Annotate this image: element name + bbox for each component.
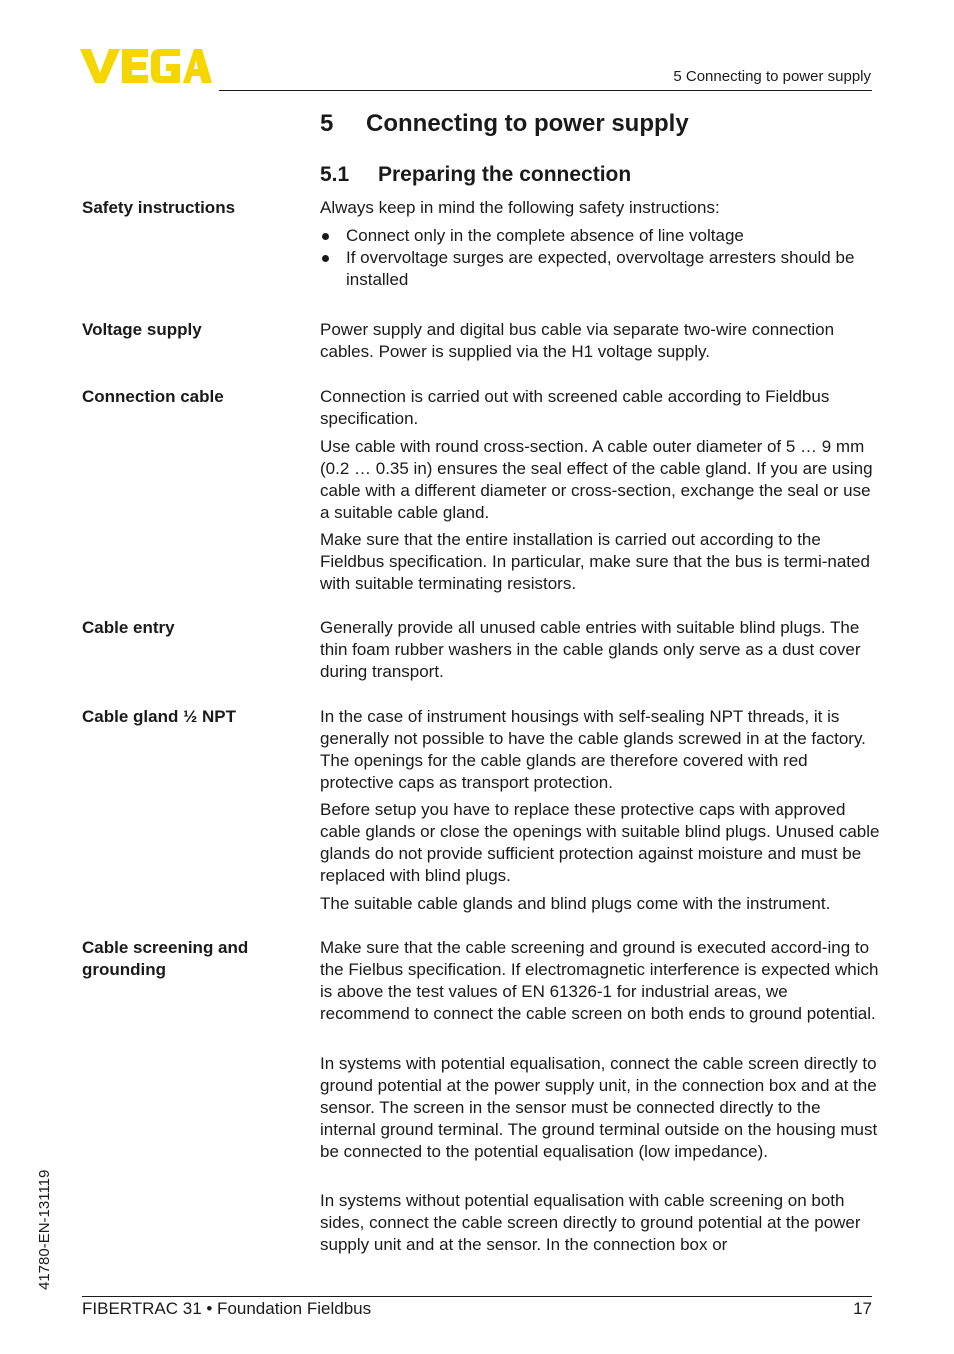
connection-cable-p3: Make sure that the entire installation is carried out according to the Fieldbus specification. In particular, make sure that the bus is termi-nated with suitable terminating resistors. (320, 530, 870, 593)
header-rule (219, 90, 872, 91)
cable-gland-p1: In the case of instrument housings with self-sealing NPT threads, it is generally not possible to have the cable glands screwed in at the factory. The openings for the cable glands are therefore covered with red protective caps as transport protection. (320, 707, 866, 792)
footer-rule (82, 1296, 872, 1297)
screening-p2: In systems with potential equalisation, connect the cable screen directly to ground potential at the power supply unit, in the connection box and at the sensor. The screen in the sensor must be connected directly to the internal ground terminal. The ground terminal outside on the housing must be connected to the potential equalisation (low impedance). (320, 1054, 878, 1161)
voltage-label: Voltage supply (82, 320, 202, 339)
connection-cable-label: Connection cable (82, 387, 224, 406)
safety-bullet-list (320, 225, 880, 291)
screening-label: Cable screening and grounding (82, 938, 249, 979)
footer-product: FIBERTRAC 31 • Foundation Fieldbus (82, 1299, 372, 1318)
chapter-heading (320, 110, 689, 138)
cable-entry-label: Cable entry (82, 618, 175, 637)
screening-p1: Make sure that the cable screening and ground is executed accord-ing to the Fielbus specification. If electromagnetic interference is expected which is above the test values of EN 61326-1 for industrial areas, we recommend to connect the cable screen on both ends to ground potential. (320, 938, 879, 1023)
vega-logo-graphic (80, 48, 212, 84)
cable-entry-text: Generally provide all unused cable entries with suitable blind plugs. The thin foam rubber washers in the cable glands only serve as a dust cover during transport. (320, 618, 861, 681)
safety-intro: Always keep in mind the following safety instructions: (320, 198, 720, 217)
voltage-text: Power supply and digital bus cable via separate two-wire connection cables. Power is supplied via the H1 voltage supply. (320, 320, 835, 361)
page-number: 17 (853, 1299, 872, 1318)
bullet-item: If overvoltage surges are expected, overvoltage arresters should be installed (320, 247, 880, 291)
section-number: 5.1 (320, 163, 350, 186)
chapter-number: 5 (320, 110, 334, 137)
cable-gland-label: Cable gland ½ NPT (82, 707, 236, 726)
document-number: 41780-EN-131119 (36, 1169, 53, 1290)
connection-cable-p1: Connection is carried out with screened cable according to Fieldbus specification. (320, 387, 830, 428)
cable-gland-p3: The suitable cable glands and blind plugs come with the instrument. (320, 894, 831, 913)
section-heading (320, 163, 631, 187)
bullet-item: Connect only in the complete absence of line voltage (320, 225, 880, 247)
safety-label: Safety instructions (82, 198, 236, 217)
cable-gland-p2: Before setup you have to replace these protective caps with approved cable glands or close the openings with suitable blind plugs. Unused cable glands do not provide sufficient protection against moisture and must be replaced with blind plugs. (320, 800, 880, 885)
vega-logo (80, 48, 212, 84)
chapter-title: Connecting to power supply (366, 110, 689, 137)
screening-p3: In systems without potential equalisation with cable screening on both sides, connect the cable screen directly to ground potential at the power supply unit and at the sensor. In the connection box or (320, 1191, 861, 1254)
section-title: Preparing the connection (378, 163, 632, 186)
running-header: 5 Connecting to power supply (673, 68, 871, 85)
connection-cable-p2: Use cable with round cross-section. A cable outer diameter of 5 … 9 mm (0.2 … 0.35 in) ensures the seal effect of the cable gland. If you are using cable with a different diameter or cross-section, exchange the seal or use a suitable cable gland. (320, 437, 873, 522)
